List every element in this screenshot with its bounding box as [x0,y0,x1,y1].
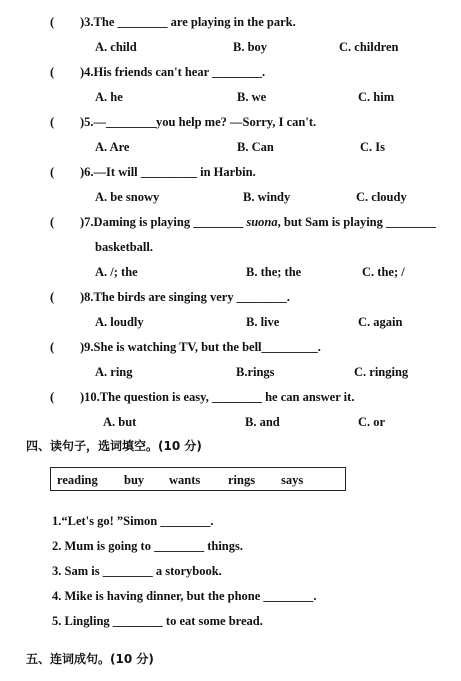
word-bank [50,467,346,491]
option-b: B. live [246,315,280,329]
question-7-continued: basketball. [95,240,154,254]
option-c: C. cloudy [356,190,407,204]
option-a: A. be snowy [95,190,160,204]
answer-paren: ( [50,115,55,129]
word-bank-item: rings [228,473,256,487]
option-b: B. windy [243,190,291,204]
option-a: A. Are [95,140,130,154]
question-7-italic-word: suona [246,215,278,229]
question-8: )8.The birds are singing very ________. [80,290,290,304]
word-bank-item: buy [124,473,145,487]
option-a: A. child [95,40,137,54]
answer-paren: ( [50,290,55,304]
answer-paren: ( [50,65,55,79]
question-9: )9.She is watching TV, but the bell_________. [80,340,321,354]
option-c: C. ringing [354,365,409,379]
option-b: B. we [237,90,267,104]
answer-paren: ( [50,165,55,179]
fill-sentence-4: 4. Mike is having dinner, but the phone ________. [52,589,317,603]
answer-paren: ( [50,215,55,229]
option-b: B. and [245,415,280,429]
option-c: C. Is [360,140,386,154]
question-5: )5.—________you help me? —Sorry, I can't. [80,115,317,129]
option-c: C. the; / [362,265,405,279]
option-a: A. loudly [95,315,144,329]
option-c: C. him [358,90,395,104]
option-b: B. boy [233,40,268,54]
question-4: )4.His friends can't hear ________. [80,65,266,79]
fill-sentence-1: 1.“Let's go! ”Simon ________. [52,514,214,528]
section-5-heading: 五、连词成句。(10 分) [26,652,154,666]
option-a: A. /; the [95,265,138,279]
question-6: )6.—It will _________ in Harbin. [80,165,256,179]
fill-sentence-3: 3. Sam is ________ a storybook. [52,564,222,578]
question-7-part-b: , but Sam is playing ________ [277,215,436,229]
answer-paren: ( [50,340,55,354]
option-b: B. Can [237,140,274,154]
question-7 [80,214,436,230]
word-bank-item: reading [57,473,98,487]
word-bank-item: says [281,473,304,487]
fill-sentence-5: 5. Lingling ________ to eat some bread. [52,614,263,628]
section-4-heading: 四、读句子，选词填空。(10 分) [26,439,202,453]
question-3: )3.The ________ are playing in the park. [80,15,296,29]
question-10: )10.The question is easy, ________ he can answer it. [80,390,355,404]
option-b: B.rings [236,365,275,379]
option-a: A. he [95,90,123,104]
option-b: B. the; the [246,265,302,279]
option-a: A. but [103,415,137,429]
answer-paren: ( [50,390,55,404]
option-a: A. ring [95,365,133,379]
word-bank-item: wants [169,473,201,487]
answer-paren: ( [50,15,55,29]
option-c: C. or [358,415,386,429]
question-7-part-a: )7.Daming is playing ________ [80,215,247,229]
option-c: C. children [339,40,399,54]
fill-sentence-2: 2. Mum is going to ________ things. [52,539,243,553]
option-c: C. again [358,315,403,329]
